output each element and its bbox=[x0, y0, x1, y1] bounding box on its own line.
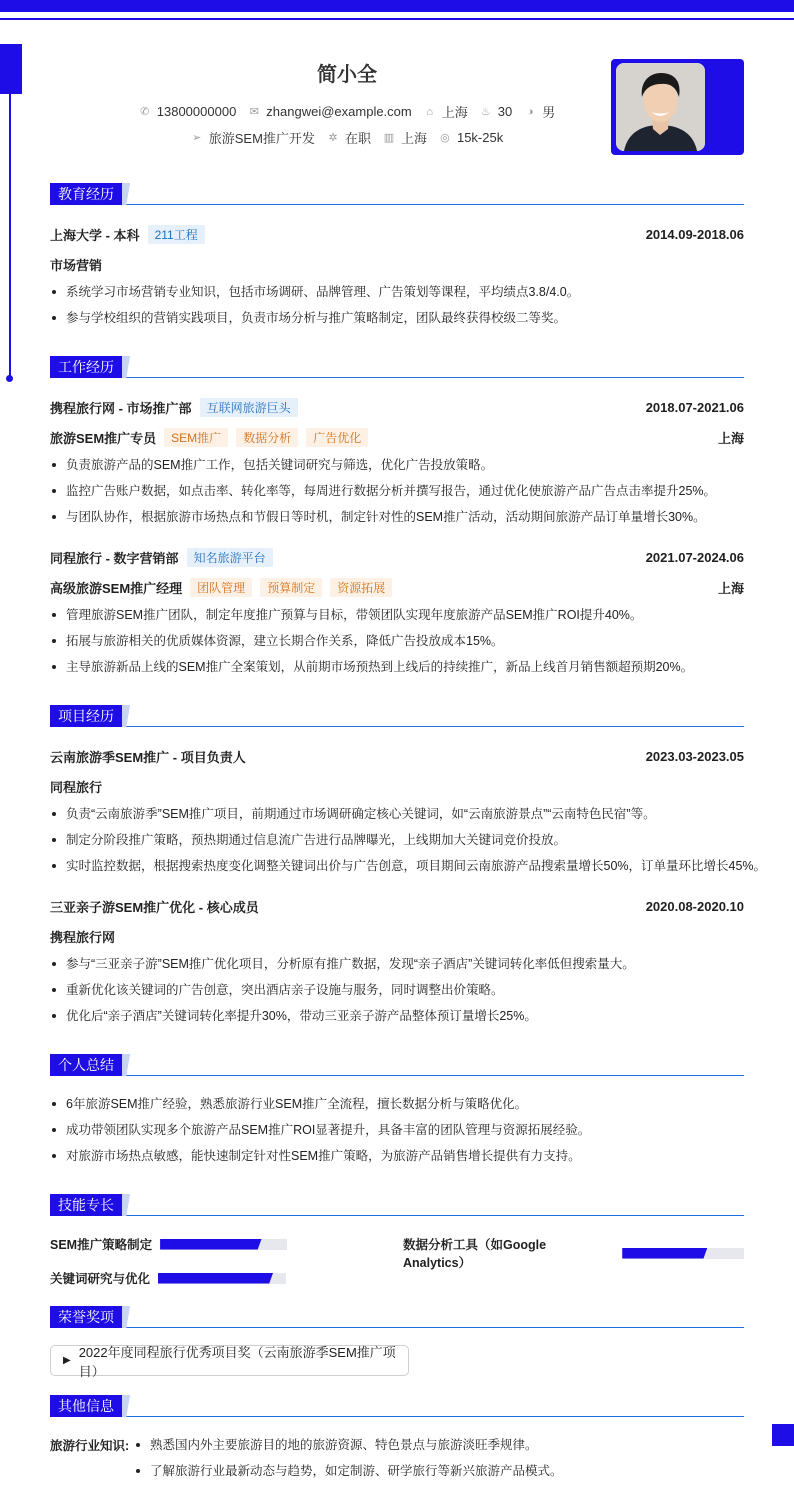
age-item bbox=[480, 104, 512, 119]
list-item: 对旅游市场热点敏感，能快速制定针对性SEM推广策略，为旅游产品销售增长提供有力支持。 bbox=[50, 1147, 744, 1173]
title-tail-decoration bbox=[122, 1054, 136, 1076]
job-bullets bbox=[50, 606, 744, 684]
city-text: 上海 bbox=[441, 105, 468, 120]
awards-section bbox=[50, 1306, 744, 1386]
skill-bar-fill bbox=[160, 1239, 262, 1250]
list-item: 系统学习市场营销专业知识，包括市场调研、品牌管理、广告策划等课程，平均绩点3.8/4.0。 bbox=[50, 283, 744, 309]
status-item bbox=[327, 128, 371, 147]
position-row bbox=[50, 578, 744, 597]
photo-frame bbox=[611, 59, 744, 155]
work-header bbox=[50, 356, 744, 378]
company-tag: 知名旅游平台 bbox=[187, 548, 273, 567]
summary-title: 个人总结 bbox=[50, 1054, 122, 1076]
list-item: 负责“云南旅游季”SEM推广项目，前期通过市场调研确定核心关键词，如“云南旅游景点”“云南特色民宿”等。 bbox=[50, 805, 744, 831]
skill-tag: 预算制定 bbox=[260, 578, 322, 597]
skill-bar-fill bbox=[158, 1273, 273, 1284]
award-item[interactable] bbox=[50, 1344, 409, 1379]
other-header bbox=[50, 1395, 744, 1417]
title-tail-decoration bbox=[122, 705, 136, 727]
profile-photo bbox=[616, 63, 705, 151]
email-item bbox=[248, 104, 411, 119]
skill-bar-fill bbox=[622, 1248, 707, 1259]
job-row bbox=[50, 398, 744, 417]
skill-tag: 广告优化 bbox=[306, 428, 368, 447]
education-title: 教育经历 bbox=[50, 183, 122, 205]
education-row bbox=[50, 225, 744, 244]
side-accent-block bbox=[0, 44, 22, 94]
work-city-item bbox=[383, 128, 427, 147]
list-item: 参与学校组织的营销实践项目，负责市场分析与推广策略制定，团队最终获得校级二等奖。 bbox=[50, 309, 744, 335]
title-tail-decoration bbox=[122, 1306, 136, 1328]
skills-title: 技能专长 bbox=[50, 1194, 122, 1216]
work-city-text: 上海 bbox=[400, 131, 427, 146]
project-row bbox=[50, 747, 744, 766]
school-name: 上海大学 - 本科 bbox=[50, 228, 140, 243]
phone-icon: ✆ bbox=[140, 106, 150, 118]
list-item: 拓展与旅游相关的优质媒体资源，建立长期合作关系，降低广告投放成本15%。 bbox=[50, 632, 744, 658]
list-item: 重新优化该关键词的广告创意，突出酒店亲子设施与服务，同时调整出价策略。 bbox=[50, 981, 744, 1007]
side-accent-line bbox=[9, 94, 11, 378]
project-date: 2020.08-2020.10 bbox=[645, 899, 744, 914]
corner-accent-block bbox=[772, 1424, 794, 1446]
project-name: 云南旅游季SEM推广 - 项目负责人 bbox=[50, 750, 246, 765]
skill-tag: 资源拓展 bbox=[330, 578, 392, 597]
education-bullets bbox=[50, 283, 744, 335]
position-name: 高级旅游SEM推广经理 bbox=[50, 581, 183, 596]
other-label: 旅游行业知识: bbox=[50, 1439, 130, 1453]
skill-bar bbox=[160, 1239, 287, 1250]
school-tag: 211工程 bbox=[148, 225, 205, 244]
education-header bbox=[50, 183, 744, 205]
education-date: 2014.09-2018.06 bbox=[645, 227, 744, 242]
list-item: 主导旅游新品上线的SEM推广全案策划，从前期市场预热到上线后的持续推广，新品上线首月销售额超预期20%。 bbox=[50, 658, 744, 684]
job-bullets bbox=[50, 456, 744, 534]
list-item: 成功带领团队实现多个旅游产品SEM推广ROI显著提升，具备丰富的团队管理与资源拓展经验。 bbox=[50, 1121, 744, 1147]
list-item: 制定分阶段推广策略，预热期通过信息流广告进行品牌曝光，上线期加大关键词竞价投放。 bbox=[50, 831, 744, 857]
gender-item bbox=[524, 102, 555, 121]
list-item: 熟悉国内外主要旅游目的地的旅游资源、特色景点与旅游淡旺季规律。 bbox=[134, 1436, 744, 1462]
top-accent-bar bbox=[0, 0, 794, 12]
work-section bbox=[50, 356, 744, 686]
project-org-row bbox=[50, 777, 744, 796]
list-item: 了解旅游行业最新动态与趋势，如定制游、研学旅行等新兴旅游产品模式。 bbox=[134, 1462, 744, 1488]
email-text: zhangwei@example.com bbox=[266, 104, 412, 119]
list-item: 管理旅游SEM推广团队，制定年度推广预算与目标，带领团队实现年度旅游产品SEM推广ROI提升40%。 bbox=[50, 606, 744, 632]
coin-icon: ◎ bbox=[440, 132, 450, 144]
summary-section bbox=[50, 1054, 744, 1174]
skill-tag: 数据分析 bbox=[236, 428, 298, 447]
company-tag: 互联网旅游巨头 bbox=[200, 398, 298, 417]
job-date: 2021.07-2024.06 bbox=[645, 550, 744, 565]
company-name: 同程旅行 - 数字营销部 bbox=[50, 551, 179, 566]
title-tail-decoration bbox=[122, 356, 136, 378]
work-title: 工作经历 bbox=[50, 356, 122, 378]
building-icon: ▥ bbox=[383, 132, 395, 144]
side-accent-dot bbox=[6, 375, 13, 382]
skill-item bbox=[50, 1235, 287, 1253]
project-bullets bbox=[50, 805, 767, 883]
list-item: 实时监控数据，根据搜索热度变化调整关键词出价与广告创意，项目期间云南旅游产品搜索量增长50%，订单量环比增长45%。 bbox=[50, 857, 744, 883]
position-name: 旅游SEM推广专员 bbox=[50, 431, 157, 446]
contact-row bbox=[50, 102, 644, 121]
job-location: 上海 bbox=[717, 581, 744, 596]
gender-text: 男 bbox=[542, 105, 556, 120]
phone-text: 13800000000 bbox=[156, 104, 237, 119]
projects-section bbox=[50, 705, 767, 1035]
list-item: 6年旅游SEM推广经验，熟悉旅游行业SEM推广全流程，擅长数据分析与策略优化。 bbox=[50, 1095, 744, 1121]
skill-item bbox=[50, 1269, 286, 1287]
target-item bbox=[191, 128, 315, 147]
summary-bullets bbox=[50, 1095, 744, 1173]
project-date: 2023.03-2023.05 bbox=[645, 749, 744, 764]
awards-title: 荣誉奖项 bbox=[50, 1306, 122, 1328]
resume-header bbox=[50, 58, 744, 158]
title-tail-decoration bbox=[122, 183, 136, 205]
project-org: 同程旅行 bbox=[50, 780, 103, 795]
award-text: 2022年度同程旅行优秀项目奖（云南旅游季SEM推广项目） bbox=[78, 1344, 396, 1379]
target-text: 旅游SEM推广开发 bbox=[208, 131, 315, 146]
list-item: 优化后“亲子酒店”关键词转化率提升30%，带动三亚亲子游产品整体预订量增长25%。 bbox=[50, 1007, 744, 1033]
phone-item bbox=[139, 104, 237, 119]
title-tail-decoration bbox=[122, 1395, 136, 1417]
skill-item bbox=[403, 1235, 744, 1271]
status-text: 在职 bbox=[344, 131, 371, 146]
home-icon: ⌂ bbox=[426, 105, 434, 118]
city-item bbox=[424, 102, 468, 121]
job-row bbox=[50, 548, 744, 567]
skill-bar bbox=[158, 1273, 286, 1284]
project-bullets bbox=[50, 955, 744, 1033]
project-org-row bbox=[50, 927, 744, 946]
title-tail-decoration bbox=[122, 1194, 136, 1216]
list-item: 负责旅游产品的SEM推广工作，包括关键词研究与筛选，优化广告投放策略。 bbox=[50, 456, 744, 482]
list-item: 与团队协作，根据旅游市场热点和节假日等时机，制定针对性的SEM推广活动，活动期间旅游产品订单量增长30%。 bbox=[50, 508, 744, 534]
awards-header bbox=[50, 1306, 744, 1328]
other-section bbox=[50, 1395, 744, 1490]
projects-title: 项目经历 bbox=[50, 705, 122, 727]
other-title: 其他信息 bbox=[50, 1395, 122, 1417]
mail-icon: ✉ bbox=[249, 106, 259, 118]
skill-name: 数据分析工具（如Google Analytics） bbox=[403, 1238, 547, 1270]
major-name: 市场营销 bbox=[50, 258, 103, 273]
top-accent-line bbox=[0, 18, 794, 20]
list-item: 监控广告账户数据，如点击率、转化率等，每周进行数据分析并撰写报告，通过优化使旅游产品广告点击率提升25%。 bbox=[50, 482, 744, 508]
age-text: 30 bbox=[497, 104, 513, 119]
projects-header bbox=[50, 705, 744, 727]
skill-bar bbox=[622, 1248, 744, 1259]
caret-right-icon: ▶ bbox=[63, 1355, 71, 1366]
salary-item bbox=[439, 130, 503, 145]
job-location: 上海 bbox=[717, 431, 744, 446]
candidate-name: 简小全 bbox=[317, 64, 377, 86]
gender-icon: ◑ bbox=[526, 105, 534, 118]
skill-name: 关键词研究与优化 bbox=[50, 1272, 151, 1286]
list-item: 参与“三亚亲子游”SEM推广优化项目，分析原有推广数据，发现“亲子酒店”关键词转化率低但搜索量大。 bbox=[50, 955, 744, 981]
education-section bbox=[50, 183, 744, 333]
skill-name: SEM推广策略制定 bbox=[50, 1238, 153, 1252]
skill-tag: 团队管理 bbox=[190, 578, 252, 597]
send-icon: ➢ bbox=[192, 132, 202, 144]
gear-icon: ✲ bbox=[328, 132, 338, 144]
other-bullets bbox=[134, 1436, 744, 1488]
summary-header bbox=[50, 1054, 744, 1076]
skill-tag: SEM推广 bbox=[164, 428, 228, 447]
skills-section bbox=[50, 1194, 744, 1294]
skills-header bbox=[50, 1194, 744, 1216]
project-row bbox=[50, 897, 744, 916]
company-name: 携程旅行网 - 市场推广部 bbox=[50, 401, 192, 416]
project-name: 三亚亲子游SEM推广优化 - 核心成员 bbox=[50, 900, 259, 915]
cake-icon: ♨ bbox=[480, 106, 491, 118]
major-row bbox=[50, 255, 744, 274]
project-org: 携程旅行网 bbox=[50, 930, 116, 945]
position-row bbox=[50, 428, 744, 447]
job-date: 2018.07-2021.06 bbox=[645, 400, 744, 415]
job-intent-row bbox=[50, 128, 644, 147]
salary-text: 15k-25k bbox=[456, 130, 504, 145]
